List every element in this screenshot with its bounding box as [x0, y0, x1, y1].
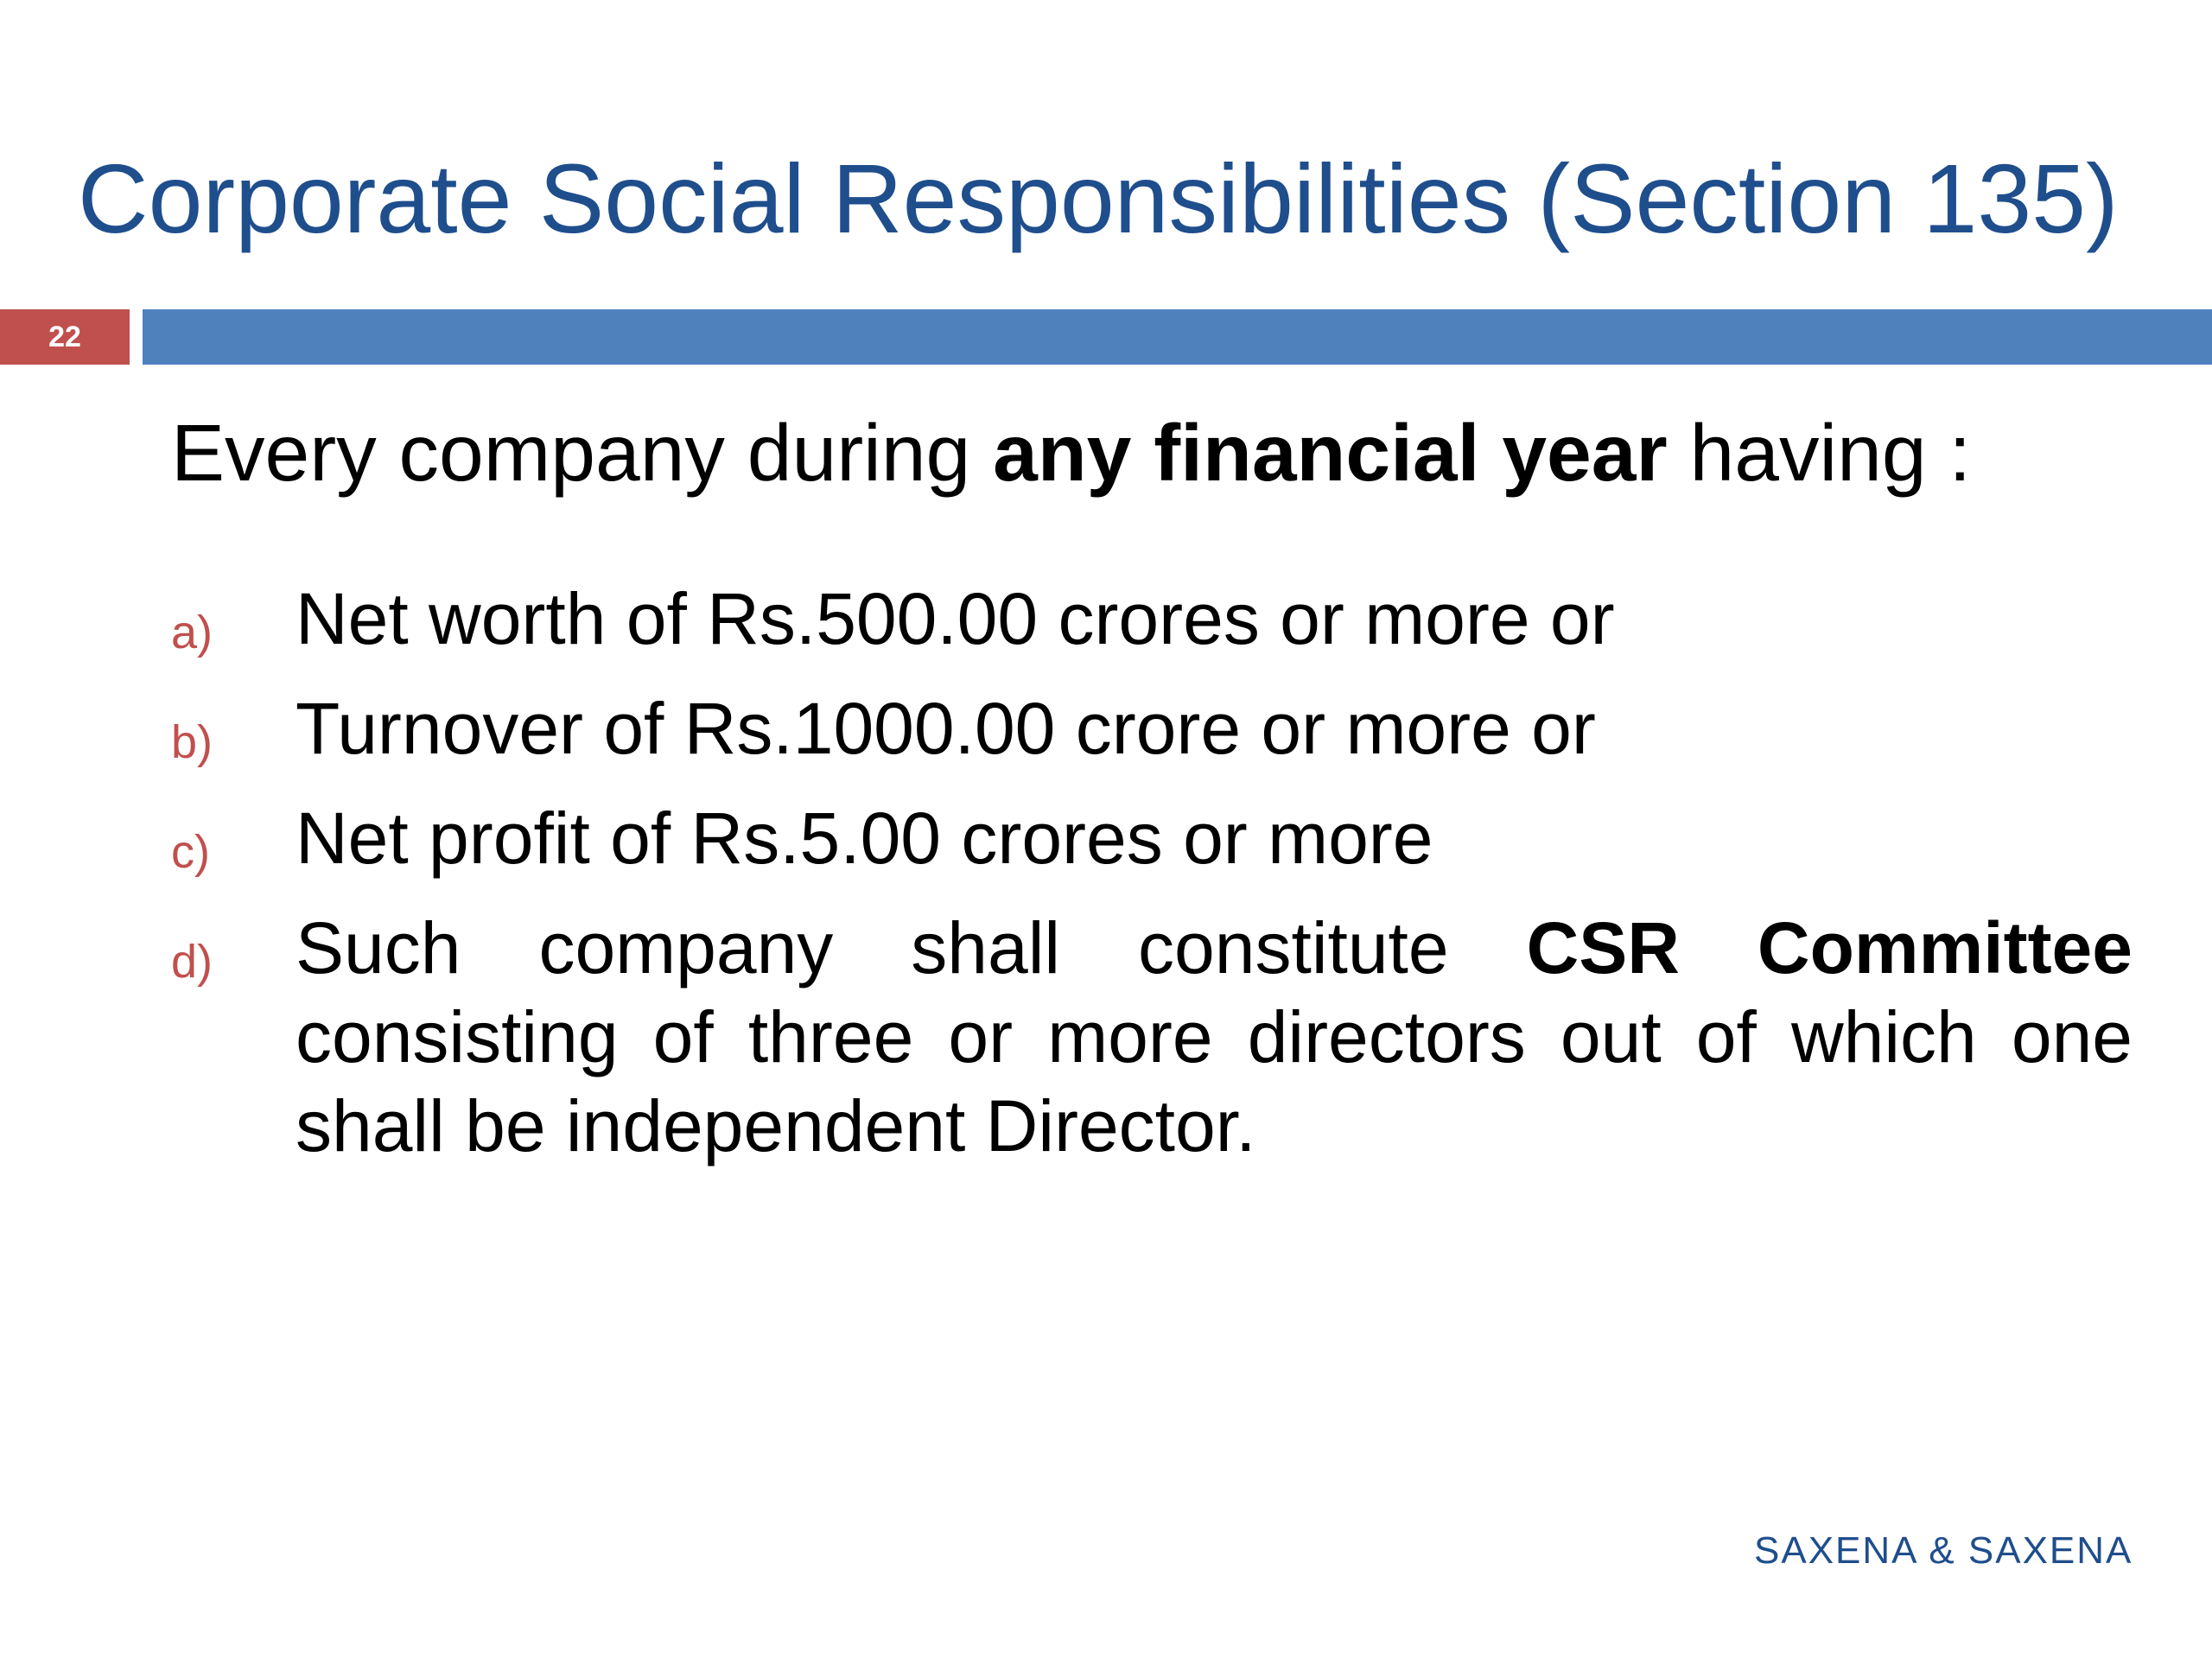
list-item	[171, 904, 2133, 1171]
list-marker: a)	[171, 607, 213, 658]
intro-text-end: having :	[1667, 408, 1972, 498]
list-marker: b)	[171, 716, 213, 768]
slide-title: Corporate Social Responsibilities (Section 135)	[78, 144, 2119, 253]
list-item-text-start: Such company shall constitute	[296, 907, 1527, 988]
intro-text-bold: any financial year	[993, 408, 1668, 498]
list-item	[171, 575, 2133, 664]
list-item-text-bold: CSR Committee	[1526, 907, 2133, 988]
intro-text-start: Every company during	[171, 408, 994, 498]
page-number-badge: 22	[0, 309, 130, 365]
list-item-text-end: consisting of three or more directors out of which one shall be independent Director.	[296, 996, 2133, 1166]
list-item-text: Net worth of Rs.500.00 crores or more or	[296, 578, 1615, 659]
list-item	[171, 684, 2133, 773]
footer-brand: SAXENA & SAXENA	[1754, 1529, 2133, 1572]
list-marker: d)	[171, 936, 213, 988]
intro-text	[171, 399, 1971, 506]
list-item-text: Net profit of Rs.5.00 crores or more	[296, 798, 1433, 879]
list-item	[171, 794, 2133, 883]
list-marker: c)	[171, 826, 210, 878]
list-item-text	[296, 904, 2133, 1171]
title-divider-band	[143, 309, 2212, 365]
criteria-list	[171, 575, 2133, 1192]
list-item-text: Turnover of Rs.1000.00 crore or more or	[296, 688, 1596, 769]
